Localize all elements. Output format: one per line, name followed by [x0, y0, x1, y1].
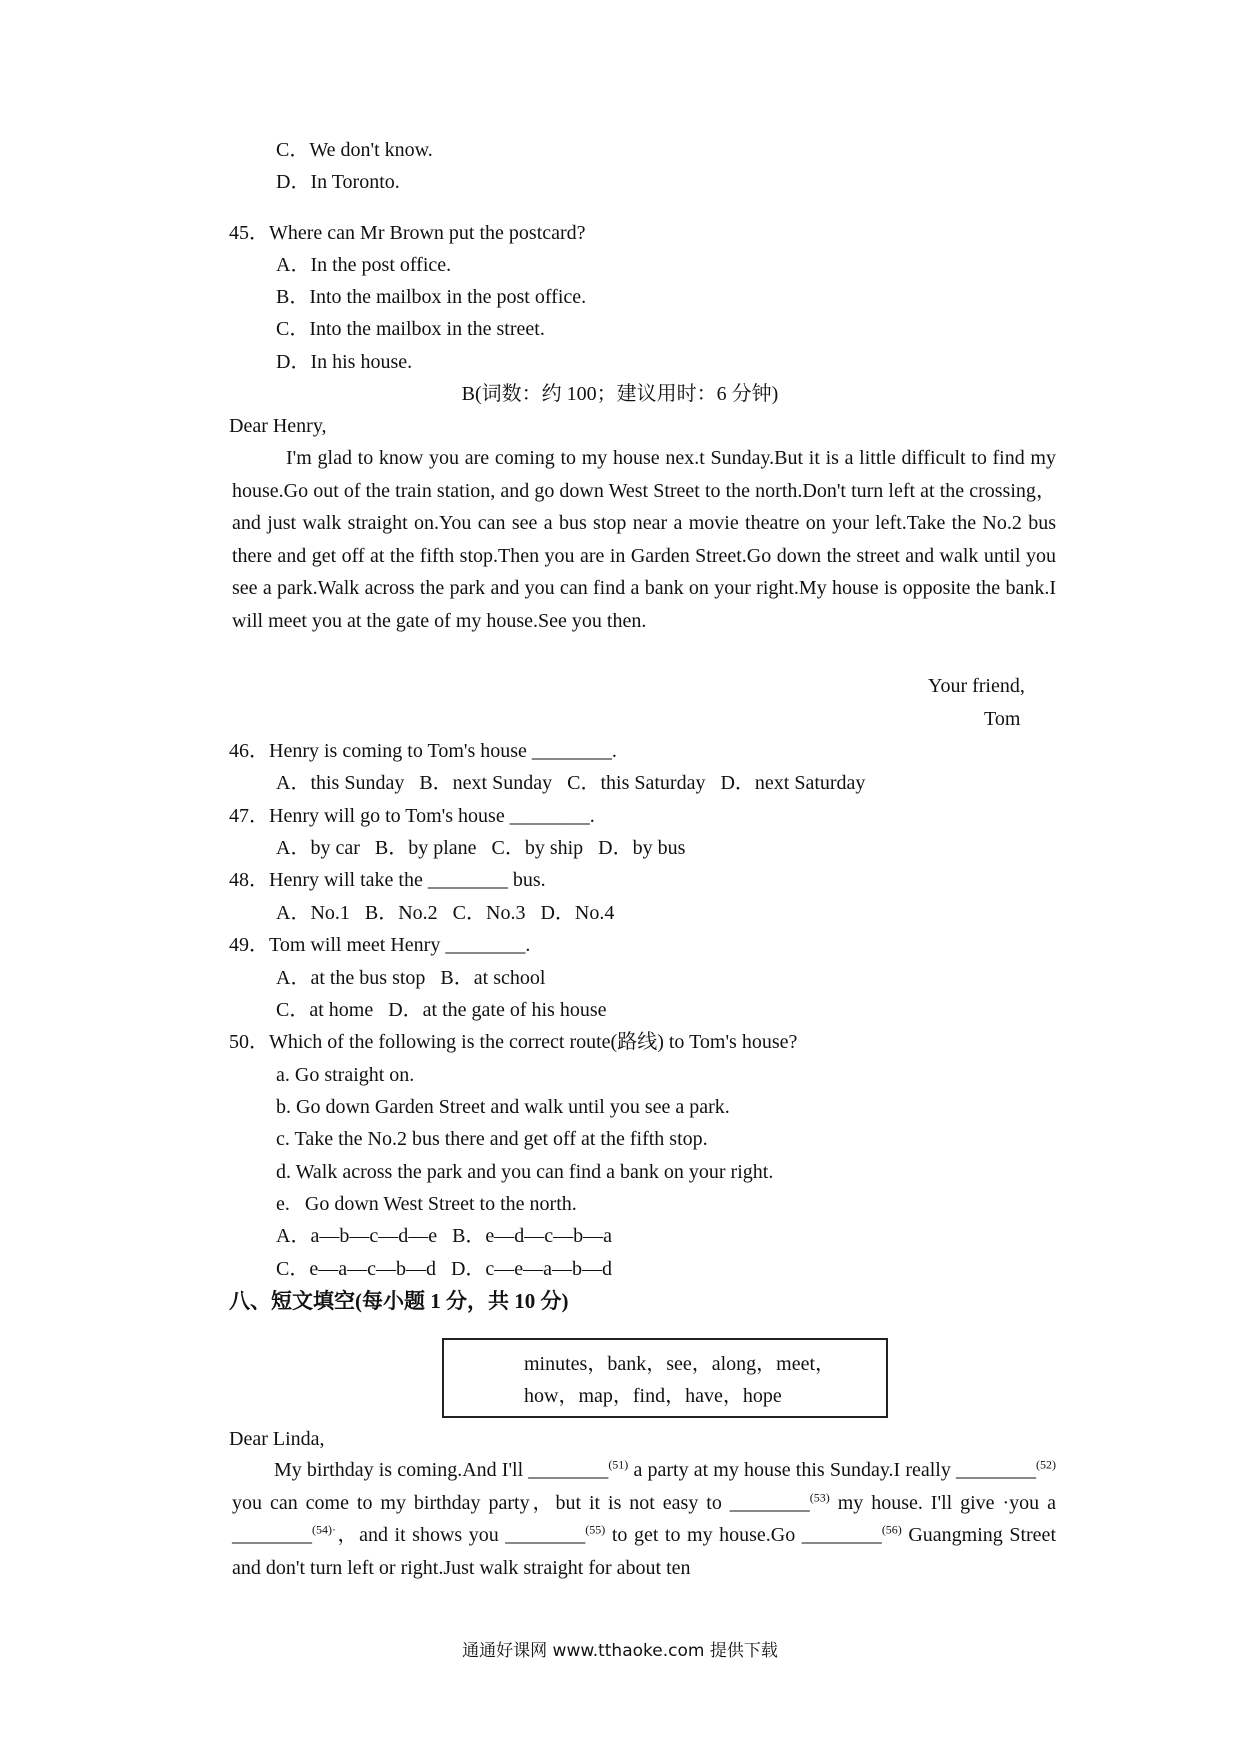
q47-question: 47．Henry will go to Tom's house ________.	[229, 805, 595, 827]
letter-body	[232, 442, 1056, 638]
word-bank-box	[442, 1338, 888, 1418]
q49-options-row2: C．at home D．at the gate of his house	[276, 999, 607, 1021]
letter-body-text: I'm glad to know you are coming to my house nex.t Sunday.But it is a little difficult to find my house.Go out of the train station, and go down West Street to the north.Don't turn left at the crossing，and just walk straight on.You can see a bus stop near a movie theatre on your left.Take the No.2 bus there and get off at the fifth stop.Then you are in Garden Street.Go down the street and walk until you see a park.Walk across the park and you can find a bank on your right.My house is opposite the bank.I will meet you at the gate of my house.See you then.	[232, 447, 1056, 632]
q46-question: 46．Henry is coming to Tom's house ________.	[229, 740, 617, 762]
cloze-text-3: you can come to my birthday party，but it is not easy to ________	[232, 1491, 810, 1514]
cloze-text-2: a party at my house this Sunday.I really ________	[628, 1459, 1037, 1481]
q49-question: 49．Tom will meet Henry ________.	[229, 934, 531, 956]
q45-option-a: A．In the post office.	[276, 254, 452, 276]
section-8-heading: 八、短文填空(每小题 1 分，共 10 分)	[229, 1289, 569, 1313]
cloze-text-4: my house. I'll give ·you a ________	[232, 1491, 1056, 1547]
cloze-passage	[232, 1454, 1056, 1585]
q50-options-row2: C．e—a—c—b—d D．c—e—a—b—d	[276, 1258, 613, 1280]
q46-options: A．this Sunday B．next Sunday C．this Saturday D．next Saturday	[276, 772, 866, 794]
blank-53-number: (53)	[809, 1490, 830, 1505]
letter-salutation: Dear Henry,	[229, 415, 327, 437]
q50-step-d: d. Walk across the park and you can find a bank on your right.	[276, 1161, 774, 1183]
blank-51-number: (51)	[608, 1457, 629, 1472]
blank-54-number: (54)·	[312, 1522, 336, 1537]
cloze-salutation: Dear Linda,	[229, 1428, 325, 1450]
q48-question: 48．Henry will take the ________ bus.	[229, 869, 546, 891]
word-bank-line-2: how，map，find，have，hope	[524, 1385, 782, 1407]
cloze-text-7: Guangming Street and don't turn left or right.Just walk straight for about ten	[232, 1524, 1056, 1580]
q44-option-d: D．In Toronto.	[276, 171, 400, 193]
blank-56-number: (56)	[881, 1522, 902, 1537]
q50-step-b: b. Go down Garden Street and walk until you see a park.	[276, 1096, 730, 1118]
q49-options-row1: A．at the bus stop B．at school	[276, 967, 546, 989]
cloze-text-6: to get to my house.Go ________	[605, 1524, 882, 1547]
q45-option-c: C．Into the mailbox in the street.	[276, 318, 545, 340]
q47-options: A．by car B．by plane C．by ship D．by bus	[276, 837, 686, 859]
q45-option-d: D．In his house.	[276, 351, 413, 373]
q44-option-c: C．We don't know.	[276, 139, 433, 161]
blank-52-number: (52)	[1036, 1457, 1057, 1472]
q50-options-row1: A．a—b—c—d—e B．e—d—c—b—a	[276, 1225, 613, 1247]
section-b-heading: B(词数：约 100；建议用时：6 分钟)	[461, 383, 779, 405]
cloze-text-1: My birthday is coming.And I'll ________	[274, 1459, 609, 1481]
word-bank-line-1: minutes，bank，see，along，meet，	[524, 1353, 836, 1375]
q45-option-b: B．Into the mailbox in the post office.	[276, 286, 587, 308]
q45-question: 45．Where can Mr Brown put the postcard?	[229, 222, 586, 244]
q50-step-a: a. Go straight on.	[276, 1064, 415, 1086]
cloze-text-5: ，and it shows you ________	[336, 1524, 586, 1547]
q48-options: A．No.1 B．No.2 C．No.3 D．No.4	[276, 902, 615, 924]
blank-55-number: (55)	[585, 1522, 606, 1537]
q50-step-c: c. Take the No.2 bus there and get off at the fifth stop.	[276, 1128, 708, 1150]
q50-step-e: e. Go down West Street to the north.	[276, 1193, 577, 1215]
q50-question: 50．Which of the following is the correct route(路线) to Tom's house?	[229, 1031, 798, 1053]
letter-signature: Tom	[984, 708, 1021, 730]
letter-closing: Your friend,	[928, 675, 1025, 697]
page-footer: 通通好课网 www.tthaoke.com 提供下载	[462, 1641, 778, 1661]
